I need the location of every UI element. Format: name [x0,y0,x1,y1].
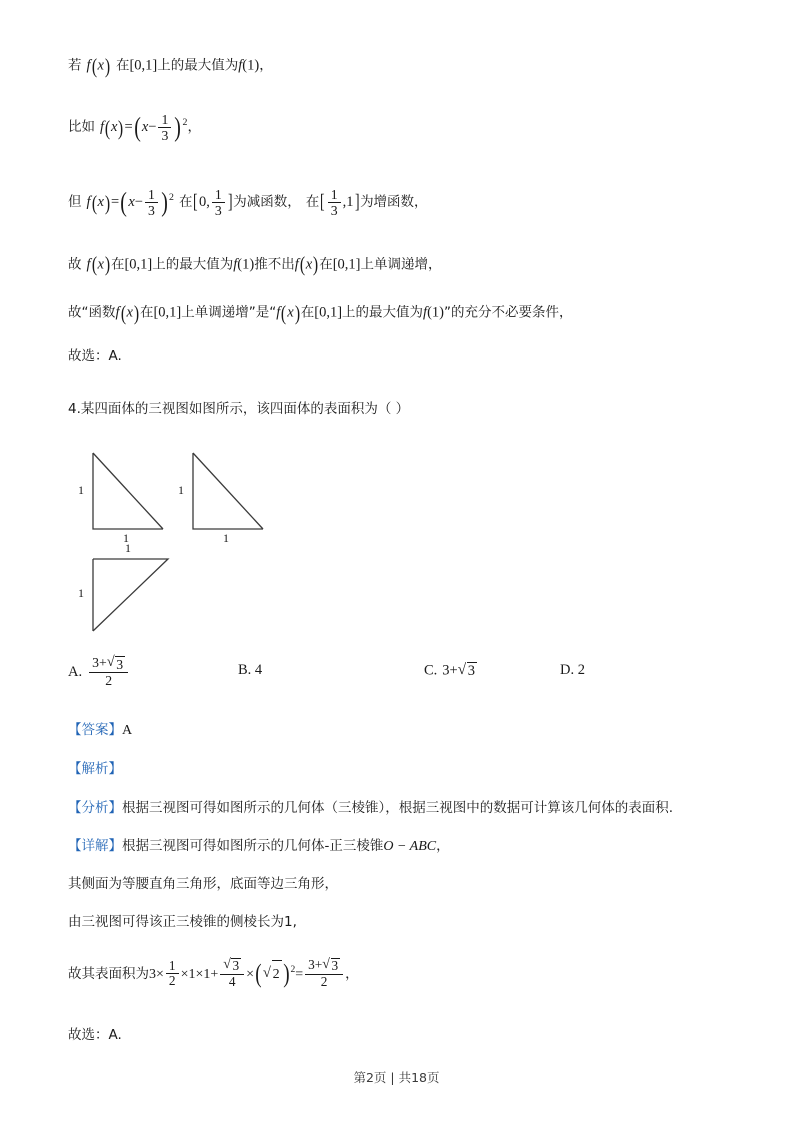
choice-a-fraction [89,655,128,688]
fraction-one-third [212,187,225,218]
text-answer-choice: 故选：A. [68,348,122,365]
xiangjie-comma: ， [436,837,450,854]
text-monotonic: 上单调递增， [360,256,442,273]
denominator: 3 [158,127,171,143]
text-zai: 在 [178,194,193,211]
question4-choices [68,656,728,700]
choice-a[interactable] [68,656,130,689]
big-paren-close: ) [174,111,182,143]
text-sufficient-condition: ”的充分不必要条件， [443,304,573,321]
numerator [220,958,244,974]
answer-line [68,718,728,739]
page-footer: 第2页 | 共18页 [353,1070,440,1085]
fn-f: f [100,119,105,136]
exponent-2: 2 [182,117,188,129]
fraction-sqrt3-over-4 [220,958,244,989]
fraction-one-third [145,187,158,218]
bracket-open-2: [ [320,191,325,213]
paren-group-2: ( [299,252,305,277]
comma: ， [259,57,273,74]
text-zai-2: 在 [305,194,320,211]
paren-close: ) [104,53,111,78]
paren-close: ) [133,300,140,325]
figure2-label-left: 1 [178,482,184,497]
sqrt-3 [223,958,241,974]
fn-f-2: f [276,304,281,321]
equals: = [295,966,304,982]
fn-arg-1: (1) [237,256,255,273]
radicand: 3 [467,662,475,679]
fn-f-2: f [238,57,243,74]
detail-paragraph [68,834,728,855]
numerator [305,958,343,974]
answer-value: A [122,722,133,738]
fraction-one-third-2 [328,187,341,218]
paren-close-2: ) [294,300,300,325]
paren-group-2: ( [281,300,287,325]
text-maxvalue: 上的最大值为 [152,256,234,273]
three-view-figures [68,431,728,646]
interval-01: [0,1] [129,57,158,74]
detail-line-2 [68,872,728,893]
choice-c[interactable] [424,662,477,680]
solution-line-4 [68,251,728,279]
paren-close-2: ) [313,252,319,277]
text-cannot-infer: 推不出 [254,256,295,273]
figure3-label-left: 1 [78,585,84,600]
var-x: x [111,119,118,136]
detail-text-3: 由三视图可得该正三棱锥的侧棱长为1, [68,913,297,930]
figure2-label-bottom: 1 [223,530,229,545]
big-paren-open: ( [255,957,262,988]
text-zai: 在 [110,256,125,273]
interval-right: ,1 [342,194,354,211]
solution-line-2 [68,100,728,155]
denominator: 4 [220,974,244,990]
fn-f: f [86,256,91,273]
text-is-monotonic: 上单调递增”是“ [181,304,277,321]
text-gu-function: 故“函数 [68,304,116,321]
var-x: x [141,119,149,136]
sqrt-3 [458,662,477,680]
fn-f-2: f [233,256,238,273]
final-answer-text: 故选：A. [68,1027,122,1044]
text-increasing: 为增函数， [360,194,428,211]
numerator: 1 [330,186,338,202]
var-x-2: x [287,304,294,321]
fraction-one-third [158,112,171,143]
solution-line-6 [68,347,728,367]
solution-line-3 [68,175,728,230]
term-middle: ×1×1+ [180,966,219,982]
numerator: 1 [147,186,155,202]
fraction-one-half [166,959,179,989]
numerator: 1 [168,957,176,973]
text-maxvalue: 上的最大值为 [342,304,424,321]
minus-sign: − [148,119,157,136]
fn-arg-1: (1) [427,304,444,321]
analysis-header [68,757,728,778]
numerator [89,655,128,672]
radicand: 3 [116,657,124,672]
solution-line-5 [68,299,728,327]
radicand: 2 [272,960,282,989]
figure3-label-top: 1 [125,540,131,555]
times-sign: × [246,966,255,982]
denominator: 3 [328,202,341,218]
xiangjie-label: 【详解】 [68,837,122,854]
bracket-close: ] [227,191,233,213]
choice-c-label: C. [424,662,438,679]
radicand: 3 [331,958,339,974]
fn-f-3: f [423,304,428,321]
equals: = [124,119,133,136]
var-x: x [97,57,104,74]
paren-open: ( [91,190,97,215]
xiangjie-text-a: 根据三视图可得如图所示的几何体-正三棱锥 [122,837,384,854]
page-content [68,52,728,1061]
radicand: 3 [232,958,240,974]
exponent-2: 2 [290,965,296,976]
text-ruo: 若 [68,57,82,74]
choice-c-prefix: 3+ [442,662,458,679]
three-view-drawing [68,431,408,646]
sqrt-3 [107,656,125,672]
trailing-comma: ， [345,965,359,982]
interval-01-2: [0,1] [314,304,343,321]
numerator: 1 [161,111,169,127]
fenxi-text: 根据三视图可得如图所示的几何体（三棱锥），根据三视图中的数据可计算该几何体的表面积. [122,799,674,816]
fenxi-label: 【分析】 [68,799,122,816]
big-paren-open: ( [133,111,141,143]
choice-a-label: A. [68,663,83,680]
comma: ， [187,119,201,136]
fn-f: f [115,304,120,321]
exponent-2: 2 [169,192,174,204]
var-x: x [126,304,133,321]
var-x-2: x [305,256,313,273]
interval-01-2: [0,1] [332,256,361,273]
var-x: x [97,194,104,211]
num-prefix: 3+ [92,655,107,671]
numerator: 1 [214,186,222,202]
text-maxvalue: 上的最大值为 [157,57,239,74]
choice-b[interactable]: B. 4 [238,661,263,678]
figure1-label-bottom: 1 [123,530,129,545]
paren-group: ( [120,300,126,325]
text-zai-2: 在 [319,256,333,273]
minus-sign: − [134,194,143,211]
question4-stem: 4.某四面体的三视图如图所示，该四面体的表面积为（ ） [68,400,410,417]
choice-d[interactable]: D. 2 [560,661,585,678]
solution-line-1 [68,52,728,80]
denominator: 3 [145,202,158,218]
denominator: 2 [305,974,343,990]
detail-line-4-formula [68,948,728,1001]
paren-close: ) [104,190,111,215]
figure1-label-left: 1 [78,482,84,497]
sqrt-2 [263,960,282,989]
fn-f: f [86,194,91,211]
detail-text-4-prefix: 故其表面积为 [68,965,149,982]
denominator: 3 [212,202,225,218]
analysis-label: 【解析】 [68,760,122,777]
denominator: 2 [89,672,128,688]
fn-arg-1: (1) [242,57,260,74]
detail-line-3 [68,910,728,931]
var-x: x [128,194,135,211]
text-dan: 但 [68,194,82,211]
big-paren-close: ) [161,186,168,218]
var-x: x [97,256,104,273]
text-gu: 故 [68,256,82,273]
result-fraction [305,958,343,989]
detail-line-5 [68,1023,728,1044]
num-prefix: 3+ [308,957,323,973]
sqrt-3 [322,958,340,974]
text-zai-2: 在 [300,304,315,321]
interval-01: [0,1] [153,304,182,321]
text-biru: 比如 [68,119,95,136]
solid-name-oabc: O − ABC [383,838,437,854]
term-3x: 3× [149,966,164,982]
equals: = [110,194,120,211]
paren-open: ( [104,115,111,140]
bracket-open: [ [193,191,199,213]
answer-label: 【答案】 [68,721,122,738]
detail-text-2: 其侧面为等腰直角三角形，底面等边三角形， [68,875,338,892]
big-paren-open: ( [120,186,128,218]
interval-01: [0,1] [124,256,153,273]
denominator: 2 [166,973,179,989]
fn-f: f [86,57,91,74]
text-zai: 在 [139,304,154,321]
big-paren-close: ) [282,957,290,988]
bracket-close-2: ] [354,191,360,213]
text-zai: 在 [115,57,130,74]
interval-left: 0, [198,194,210,211]
text-decreasing: 为减函数， [233,194,301,211]
paren-close: ) [118,115,124,140]
paren-group: ( [91,252,97,277]
fn-f-3: f [294,256,299,273]
paren-close: ) [104,252,111,277]
paren-open: ( [91,53,97,78]
analysis-paragraph [68,796,728,817]
